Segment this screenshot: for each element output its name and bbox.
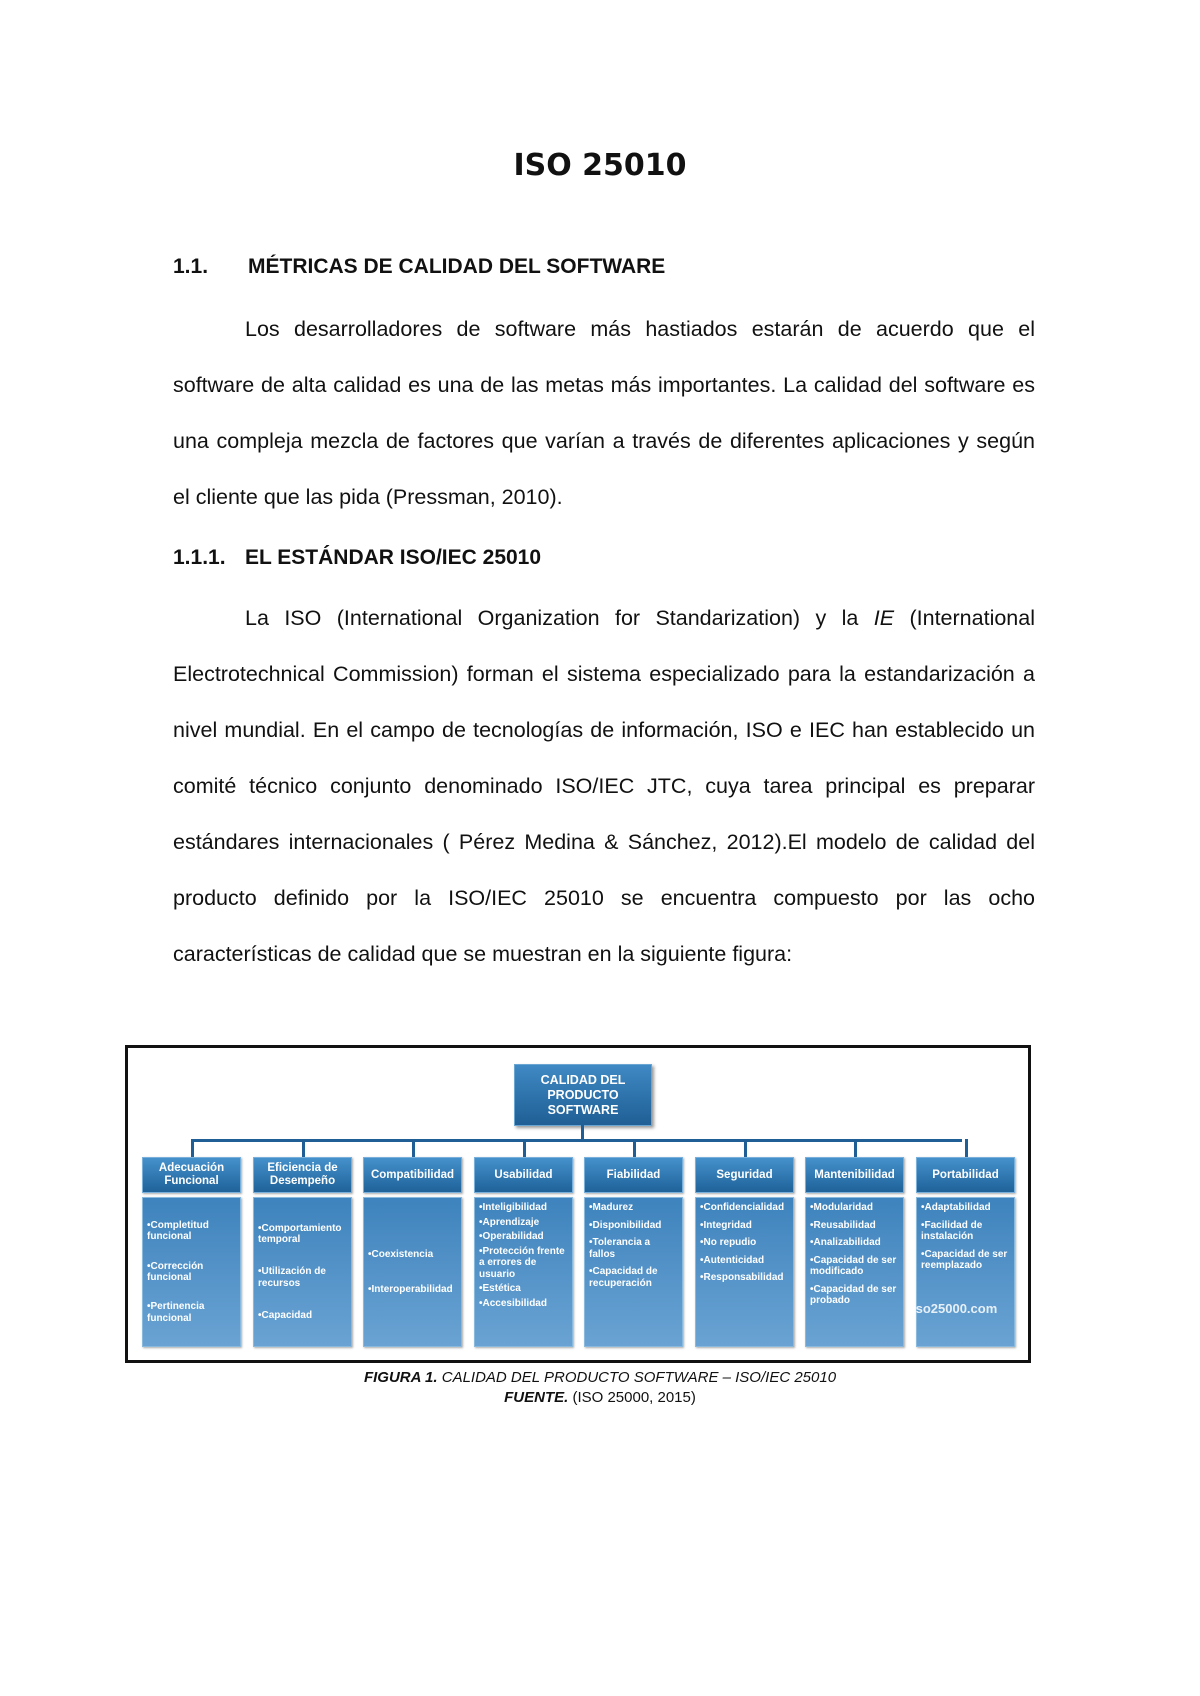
quality-characteristic-column — [142, 1157, 241, 1347]
characteristic-header: Seguridad — [695, 1157, 794, 1193]
section-number: 1.1.1. — [173, 546, 226, 569]
diagram-connector-stub — [633, 1139, 636, 1157]
figure-source — [0, 1389, 1200, 1406]
figure-label: FIGURA 1. — [363, 1369, 438, 1386]
subcharacteristic-list — [142, 1197, 241, 1347]
characteristic-header: Portabilidad — [916, 1157, 1015, 1193]
subcharacteristic-item: •Completitud funcional — [147, 1219, 209, 1243]
subcharacteristic-item: •Utilización de recursos — [258, 1266, 326, 1289]
diagram-watermark: iso25000.com — [912, 1301, 998, 1316]
figure-caption — [0, 1369, 1200, 1386]
characteristic-header: Compatibilidad — [363, 1157, 462, 1193]
subcharacteristic-item: •Disponibilidad — [589, 1219, 662, 1231]
subcharacteristic-list — [805, 1197, 904, 1347]
subcharacteristic-list — [695, 1197, 794, 1347]
subcharacteristic-item: •Facilidad de instalación — [921, 1219, 983, 1242]
characteristic-header: Adecuación Funcional — [142, 1157, 241, 1193]
section-heading-text: MÉTRICAS DE CALIDAD DEL SOFTWARE — [248, 255, 666, 278]
characteristic-header: Eficiencia de Desempeño — [253, 1157, 352, 1193]
source-label: FUENTE. — [504, 1389, 569, 1406]
subcharacteristic-item: •Comportamiento temporal — [258, 1222, 342, 1246]
quality-characteristic-column — [253, 1157, 352, 1347]
subcharacteristic-item: •Accesibilidad — [479, 1297, 547, 1309]
section-heading-text: EL ESTÁNDAR ISO/IEC 25010 — [245, 546, 542, 569]
diagram-connector-trunk — [581, 1124, 584, 1140]
paragraph-metricas: Los desarrolladores de software más hastiados estarán de acuerdo que el software de alta calidad es una de las metas más importantes. La calidad del software es una compleja mezcla de factores que varían a través de diferentes aplicaciones y según el cliente que las pida (Pressman, 2010). — [173, 317, 1035, 509]
quality-characteristic-column — [805, 1157, 904, 1347]
paragraph-text: (International Electrotechnical Commission) forman el sistema especializado para la estandarización a nivel mundial. En el campo de tecnologías de información, ISO e IEC han establecido un comité técnico conjunto denominado ISO/IEC JTC, cuya tarea principal es preparar estándares internacionales ( Pérez Medina & Sánchez, 2012).El modelo de calidad del producto definido por la ISO/IEC 25010 se encuentra compuesto por las ocho características de calidad que se muestran en la siguiente figura: — [173, 606, 1035, 966]
figure-frame — [125, 1045, 1031, 1363]
subcharacteristic-item: •Capacidad de recuperación — [589, 1266, 658, 1289]
subcharacteristic-item: •Estética — [479, 1283, 521, 1294]
subcharacteristic-item: •Interoperabilidad — [368, 1284, 453, 1295]
paragraph-italic: IE — [873, 606, 895, 630]
subcharacteristic-item: •No repudio — [700, 1237, 757, 1248]
subcharacteristic-item: •Adaptabilidad — [921, 1202, 991, 1213]
quality-characteristic-column — [584, 1157, 683, 1347]
subcharacteristic-item: •Capacidad de ser reemplazado — [921, 1248, 1008, 1271]
figure-caption-text: CALIDAD DEL PRODUCTO SOFTWARE – ISO/IEC 25010 — [437, 1369, 837, 1386]
diagram-connector-stub — [854, 1139, 857, 1157]
diagram-connector-stub — [744, 1139, 747, 1157]
subcharacteristic-list — [916, 1197, 1015, 1347]
subcharacteristic-item: •Corrección funcional — [147, 1260, 204, 1283]
subcharacteristic-item: •Madurez — [589, 1202, 634, 1213]
subcharacteristic-item: •Capacidad — [258, 1309, 313, 1321]
section-heading-1-1-1 — [173, 546, 541, 570]
section-heading-1-1 — [173, 255, 665, 279]
characteristic-header: Mantenibilidad — [805, 1157, 904, 1193]
subcharacteristic-list — [253, 1197, 352, 1347]
characteristic-header: Fiabilidad — [584, 1157, 683, 1193]
section-number: 1.1. — [173, 255, 209, 278]
subcharacteristic-list — [474, 1197, 573, 1347]
subcharacteristic-item: •Integridad — [700, 1219, 752, 1231]
subcharacteristic-item: •Modularidad — [810, 1202, 873, 1213]
diagram-connector-stub — [523, 1139, 526, 1157]
quality-characteristic-column — [363, 1157, 462, 1347]
subcharacteristic-item: •Pertinencia funcional — [147, 1301, 205, 1324]
quality-characteristic-column — [695, 1157, 794, 1347]
quality-model-diagram — [142, 1064, 1016, 1349]
subcharacteristic-item: •Reusabilidad — [810, 1219, 876, 1231]
subcharacteristic-item: •Coexistencia — [368, 1248, 434, 1260]
subcharacteristic-list — [584, 1197, 683, 1347]
subcharacteristic-item: •Aprendizaje — [479, 1216, 540, 1228]
subcharacteristic-item: •Tolerancia a fallos — [589, 1237, 651, 1260]
diagram-connector-stub — [412, 1139, 415, 1157]
diagram-root-box: CALIDAD DEL PRODUCTO SOFTWARE — [514, 1064, 652, 1126]
quality-characteristic-column — [916, 1157, 1015, 1347]
diagram-connector-stub — [302, 1139, 305, 1157]
source-text: (ISO 25000, 2015) — [568, 1389, 696, 1406]
characteristic-header: Usabilidad — [474, 1157, 573, 1193]
quality-characteristic-column — [474, 1157, 573, 1347]
subcharacteristic-item: •Inteligibilidad — [479, 1202, 547, 1213]
paragraph-estandar — [173, 590, 1035, 982]
subcharacteristic-item: •Analizabilidad — [810, 1237, 881, 1248]
diagram-connector-stub — [191, 1139, 194, 1157]
subcharacteristic-item: •Capacidad de ser modificado — [810, 1254, 897, 1277]
diagram-connector-stub — [965, 1139, 968, 1157]
paragraph-text: La ISO (International Organization for Standarization) y la — [245, 606, 874, 630]
subcharacteristic-item: •Protección frente a errores de usuario — [479, 1245, 565, 1280]
subcharacteristic-item: •Capacidad de ser probado — [810, 1283, 897, 1306]
page-title: ISO 25010 — [513, 148, 687, 183]
subcharacteristic-item: •Operabilidad — [479, 1231, 544, 1242]
diagram-connector-bar — [191, 1139, 962, 1142]
subcharacteristic-item: •Responsabilidad — [700, 1272, 784, 1283]
subcharacteristic-item: •Confidencialidad — [700, 1202, 785, 1213]
subcharacteristic-item: •Autenticidad — [700, 1254, 765, 1266]
subcharacteristic-list — [363, 1197, 462, 1347]
